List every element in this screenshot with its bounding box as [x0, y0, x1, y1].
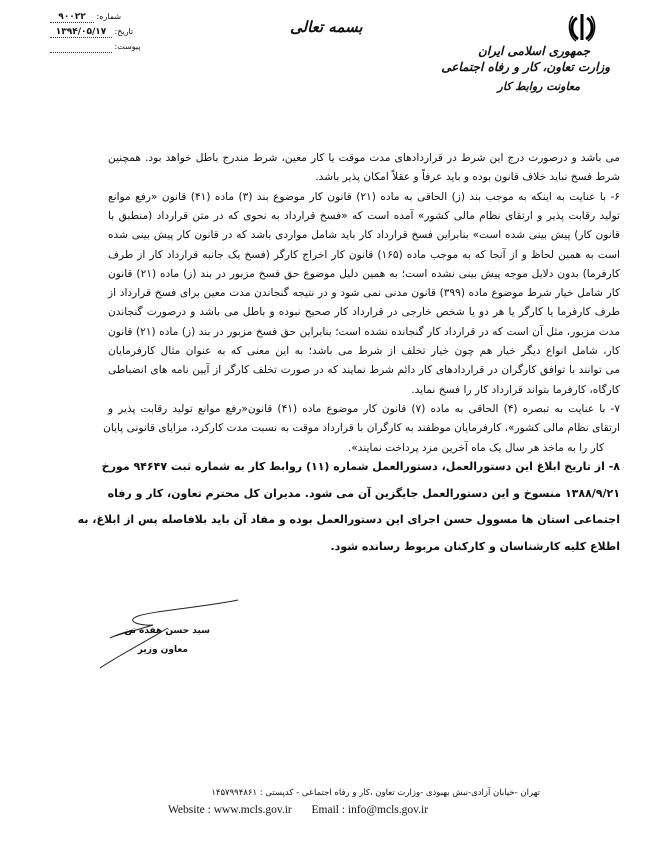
body-line: است به همین لحاظ و از آنجا که به موجب ماده (۱۶۵) قانون کار اخراج کارگر (فسخ یک جانبه قرارداد کار از طرف [108, 248, 620, 261]
org-name-line3: معاونت روابط کار [497, 80, 580, 93]
body-line: کارگاه، کارفرما بتواند قرارداد کار را فسخ نماید. [411, 383, 620, 396]
letter-attachment [50, 42, 141, 53]
body-line: تولید رقابت پذیر و ارتقای نظام مالی کشور» آمده است که «فسخ قرارداد به نحوی که در متن قرارداد (منطبق با [108, 209, 620, 222]
body-line: کارفرما) بدون دلایل موجه پیش بینی نشده است؛ به همین دلیل موضوع حق فسخ مزبور در بند (ز) ماده (۲۱) قانون [108, 267, 621, 280]
body-bold-line: ۱۳۸۸/۹/۲۱ منسوخ و این دستورالعمل جایگزین آن می شود. مدیران کل محترم تعاون، کار و رفاه [107, 486, 620, 500]
footer-contact [168, 804, 428, 816]
body-line: طرف کارفرما یا کارگر یا هر دو یا شخص خارجی در قرارداد کار صحیح نبوده و باطل می باشد و درصورت گنجاندن [108, 306, 620, 319]
body-line: مدت مزبور، مثل آن است که در قرارداد کار گنجانده نشده است؛ بنابراین حق فسخ مزبور در بند (ز) ماده (۲۱) قانون [108, 325, 620, 338]
letter-date [50, 27, 133, 38]
body-line: می توانند با توافق کارگران در قراردادهای کار دائم شرط نمایند که در صورت تخلف کارگر از آیین نامه های انضباطی [108, 364, 620, 377]
body-line: کار را به ماخذ هر سال یک ماه آخرین مزد پرداخت نمایند». [347, 441, 604, 454]
footer-website: Website : www.mcls.gov.ir [168, 804, 292, 816]
body-line: کار شامل خیار شرط موضوع ماده (۳۹۹) قانون مدنی نمی شود و در نتیجه گنجاندن مدت معین برای فسخ قرارداد از [108, 287, 620, 300]
body-line: ۷- با عنایت به تبصره (۴) الحاقی به ماده (۷) قانون کار موضوع ماده (۴۱) قانون«رفع موانع تولید رقابت پذیر و [108, 402, 621, 415]
body-bold-line: اطلاع کلیه کارشناسان و کارکنان مربوط رسانده شود. [330, 539, 620, 553]
letter-number [50, 12, 121, 23]
org-name-line1: جمهوری اسلامی ایران [477, 44, 590, 58]
signatory-title: معاون وزیر [137, 645, 188, 655]
body-line: ۶- با عنایت به اینکه به موجب بند (ز) الحاقی به ماده (۲۱) قانون کار موضوع بند (۳) ماده (۴۱) قانون «رفع موانع [108, 190, 620, 203]
date-label: تاریخ: [114, 27, 134, 36]
footer-address: تهران -خیابان آزادی-نبش بهبودی -وزارت تعاون ،کار و رفاه اجتماعی - کدپستی : ۱۴۵۷۹۹۴۸۶۱ [211, 788, 540, 798]
body-line: ارتقای نظام مالی کشور»، کارفرمایان موظفند به کارگران با قرارداد موقت به نسبت مدت کارکرد، مزایای قانونی پایان [103, 422, 620, 435]
body-line: کار، شامل انواع دیگر خیار هم چون خیار تخلف از شرط می باشد؛ به این معنی که به عنوان مثال کارفرمایان [108, 345, 620, 357]
signatory-name: سید حسن هفده تن [124, 626, 210, 636]
number-value: ۹۰۰۲۲ [50, 12, 94, 23]
body-line: قانون کار) پیش بینی شده است» بنابراین فسخ قرارداد کار باید شامل مواردی باشد که در قانون کار پیش بینی شده [108, 229, 620, 242]
org-name-line2: وزارت تعاون، کار و رفاه اجتماعی [441, 60, 610, 74]
invocation: بسمه تعالی [290, 18, 363, 36]
number-label: شماره: [96, 12, 122, 21]
body-bold-line: اجتماعی استان ها مسوول حسن اجرای این دستورالعمل بوده و مفاد آن باید بلافاصله پس از ابلاغ، به [77, 513, 620, 526]
signature-scribble [98, 598, 248, 677]
attachment-value [50, 42, 112, 53]
body-bold-line: ۸- از تاریخ ابلاغ این دستورالعمل، دستورالعمل شماره (۱۱) روابط کار به شماره ثبت ۹۴۶۴۷ مورخ [101, 460, 620, 473]
body-line: شرط فسخ نباید خلاف قانون بوده و باید عرفاً و عقلاً امکان پذیر باشد. [315, 171, 620, 184]
attachment-label: پیوست: [114, 42, 141, 51]
emblem-icon [568, 12, 596, 42]
body-line: می باشد و درصورت درج این شرط در قراردادهای مدت موقت یا کار معین، شرط مندرج باطل خواهد بود. همچنین [108, 152, 620, 164]
date-value: ۱۳۹۴/۰۵/۱۷ [50, 27, 112, 38]
footer-email: Email : info@mcls.gov.ir [311, 804, 429, 816]
